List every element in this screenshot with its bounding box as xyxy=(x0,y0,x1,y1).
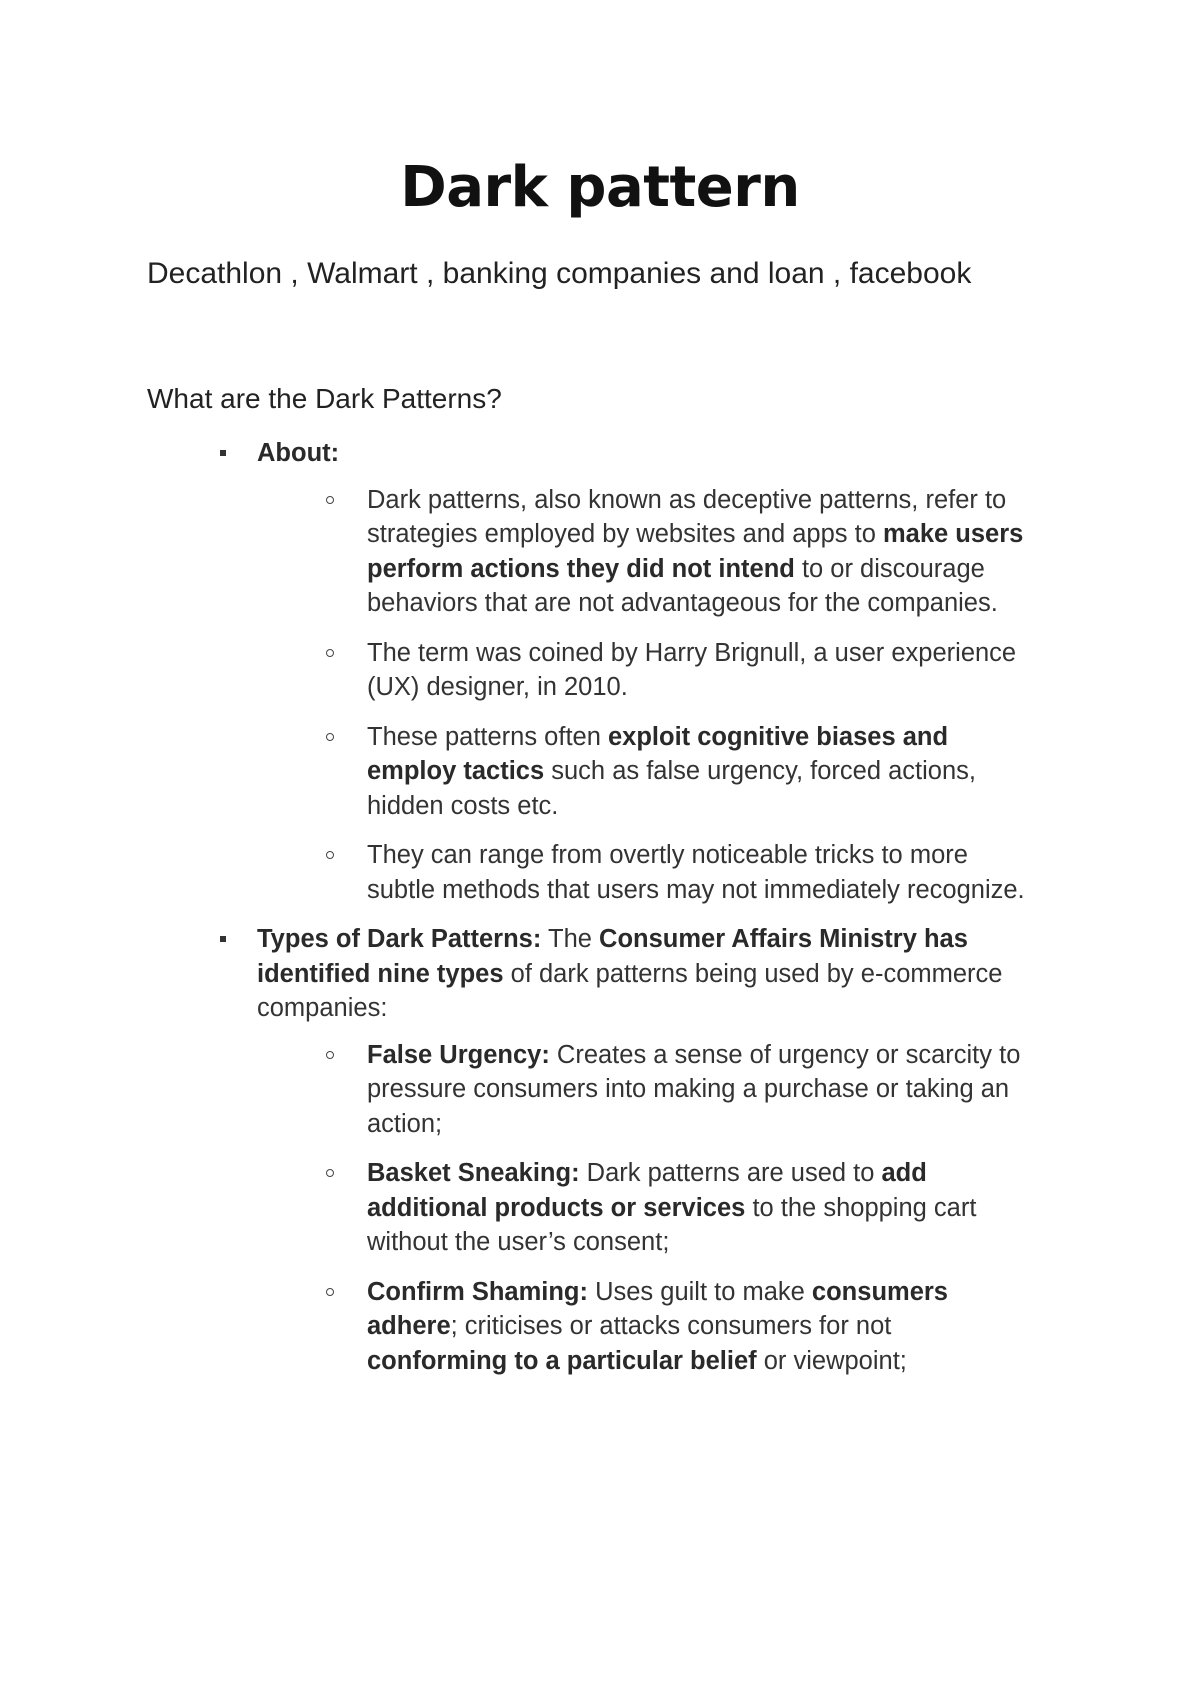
item-bold-text: exploit cognitive biases and employ tactics xyxy=(367,722,949,785)
list-item xyxy=(367,1038,1032,1142)
types-bold-text: Consumer Affairs Ministry has identified nine types xyxy=(257,925,968,988)
about-label-line xyxy=(257,436,1047,471)
list-item xyxy=(367,838,1032,907)
item-text: or viewpoint; xyxy=(756,1346,907,1375)
section-heading: What are the Dark Patterns? xyxy=(147,383,502,414)
about-sublist xyxy=(257,483,1047,908)
companies-line: Decathlon , Walmart , banking companies and loan , facebook xyxy=(147,257,972,290)
item-bold-text: False Urgency: xyxy=(367,1040,550,1069)
item-text: The term was coined by Harry Brignull, a user experience (UX) designer, in 2010. xyxy=(367,638,1017,701)
list-item xyxy=(367,720,1032,824)
item-text: These patterns often xyxy=(367,722,608,751)
item-bold-text: conforming to a particular belief xyxy=(367,1346,757,1375)
circle-bullet-icon xyxy=(326,1288,334,1296)
types-text: of dark patterns being used by e-commerce companies: xyxy=(257,959,1003,1022)
list-item xyxy=(367,636,1032,705)
item-text: to the shopping cart without the user’s consent; xyxy=(367,1193,977,1256)
item-text: to or discourage behaviors that are not advantageous for the companies. xyxy=(367,554,998,617)
item-text: Uses guilt to make xyxy=(588,1277,812,1306)
list-item xyxy=(367,483,1032,621)
item-bold-text: consumers adhere xyxy=(367,1277,948,1340)
item-text: such as false urgency, forced actions, hidden costs etc. xyxy=(367,757,976,820)
list-item xyxy=(367,1275,1032,1379)
types-label: Types of Dark Patterns: xyxy=(257,925,542,953)
circle-bullet-icon xyxy=(326,851,334,859)
types-text: The xyxy=(541,925,600,953)
item-text: Dark patterns are used to xyxy=(579,1159,882,1187)
square-bullet-icon xyxy=(220,936,226,942)
square-bullet-icon xyxy=(220,450,226,456)
circle-bullet-icon xyxy=(326,496,334,504)
types-intro xyxy=(257,922,1047,1026)
item-text: Creates a sense of urgency or scarcity to pressure consumers into making a purchase or taking an action; xyxy=(367,1040,1021,1138)
circle-bullet-icon xyxy=(326,1051,334,1059)
types-sublist xyxy=(257,1038,1047,1379)
main-bullet-list xyxy=(0,436,1200,1393)
about-bullet xyxy=(0,436,1047,907)
item-bold-text: Basket Sneaking: xyxy=(367,1159,580,1187)
list-item xyxy=(367,1156,1032,1260)
item-text: Dark patterns, also known as deceptive patterns, refer to strategies employed by websites and apps to xyxy=(367,485,1007,548)
circle-bullet-icon xyxy=(326,1169,334,1177)
item-text: They can range from overtly noticeable tricks to more subtle methods that users may not immediately recognize. xyxy=(367,841,1025,904)
item-text: ; criticises or attacks consumers for not xyxy=(450,1312,892,1340)
circle-bullet-icon xyxy=(326,649,334,657)
document-title: Dark pattern xyxy=(400,155,800,220)
item-bold-text: add additional products or services xyxy=(367,1159,927,1222)
item-bold-text: Confirm Shaming: xyxy=(367,1277,588,1306)
types-bullet xyxy=(0,922,1047,1378)
circle-bullet-icon xyxy=(326,733,334,741)
about-label: About: xyxy=(257,439,340,467)
item-bold-text: make users perform actions they did not intend xyxy=(367,520,1024,583)
